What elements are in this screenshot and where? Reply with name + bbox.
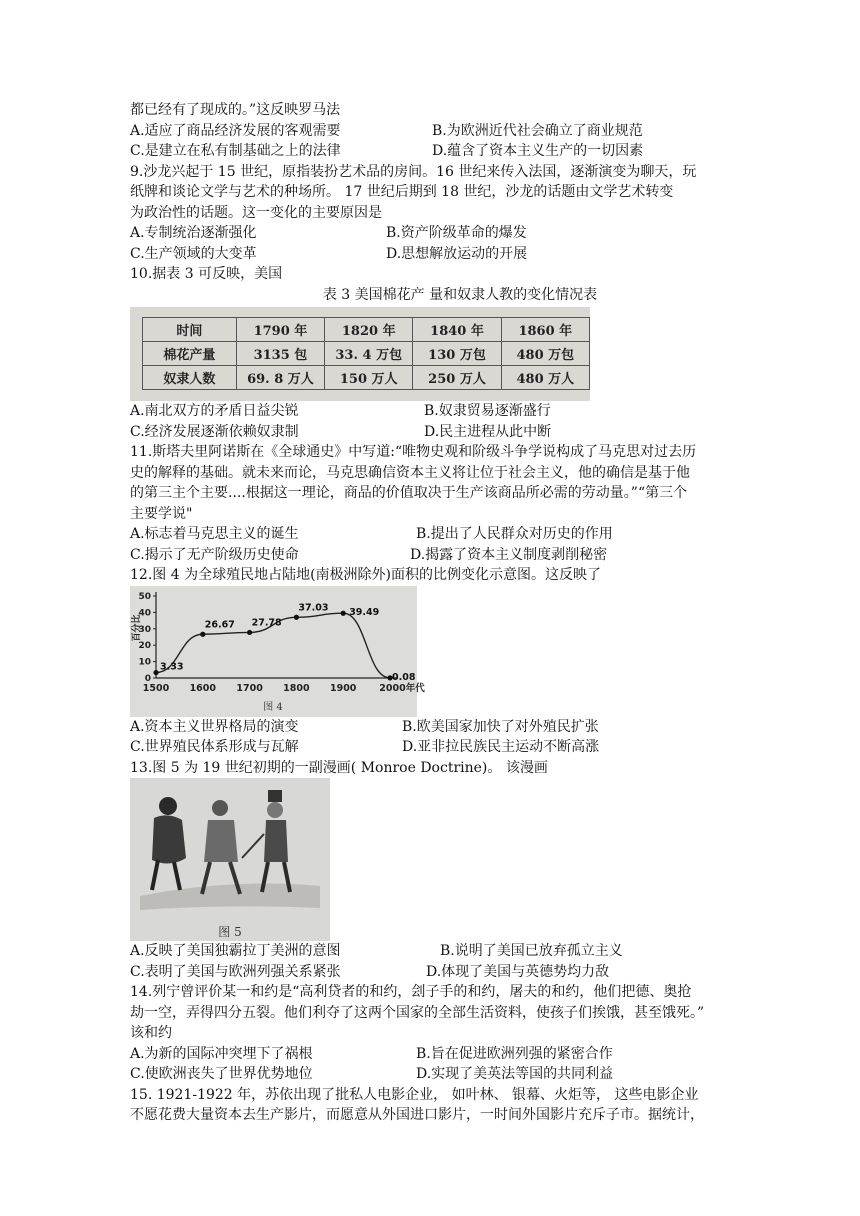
data-label: 0.08 bbox=[392, 671, 416, 683]
q15-stem-line2: 不愿花费大量资本去生产影片，而愿意从外国进口影片，一时间外国影片充斥子市。据统计， bbox=[130, 1107, 704, 1123]
q9-option-c[interactable]: C.生产领域的大变革 bbox=[130, 245, 257, 262]
q14-stem-line1: 14.列宁曾评价某一和约是“高利贷者的和约，刽子手的和约，屠夫的和约，他们把德、奥抢 bbox=[130, 984, 692, 1000]
q13-options-row1 bbox=[130, 941, 730, 962]
data-point bbox=[247, 629, 252, 634]
q9-stem-line1: 9.沙龙兴起于 15 世纪，原指装扮艺术品的房间。16 世纪来传入法国，逐渐演变为聊天，玩 bbox=[130, 163, 697, 180]
q9-option-a[interactable]: A.专制统治逐渐强化 bbox=[130, 225, 257, 241]
figure-5-caption: 图 5 bbox=[218, 925, 242, 939]
x-tick-label: 1800 bbox=[283, 682, 310, 694]
q9-stem-line2: 纸牌和谈论文学与艺术的种场所。 17 世纪后期到 18 世纪，沙龙的话题由文学艺术转变 bbox=[130, 184, 674, 200]
q10-option-d[interactable]: D.民主进程从此中断 bbox=[424, 423, 552, 440]
q14-option-d[interactable]: D.实现了美英法等国的共同利益 bbox=[416, 1066, 614, 1082]
y-tick-label: 20 bbox=[138, 640, 151, 651]
x-tick-label: 1500 bbox=[142, 682, 170, 694]
x-tick-label: 1700 bbox=[236, 682, 263, 694]
cartoon-figure-left-body bbox=[152, 815, 186, 863]
q13-option-b[interactable]: B.说明了美国已放弃孤立主义 bbox=[440, 943, 623, 959]
table-cell: 1820 年 bbox=[325, 318, 413, 342]
q10-options-row2 bbox=[130, 422, 730, 443]
cartoon-figure-center-head bbox=[212, 800, 228, 816]
q12-option-d[interactable]: D.亚非拉民族民主运动不断高涨 bbox=[402, 739, 600, 755]
table-cell: 33. 4 万包 bbox=[325, 342, 413, 366]
q10-options-row1 bbox=[130, 401, 730, 422]
q11-option-b[interactable]: B.提出了人民群众对历史的作用 bbox=[416, 526, 613, 542]
x-tick-label: 2000年代 bbox=[379, 682, 425, 694]
q13-stem: 13.图 5 为 19 世纪初期的一副漫画( Monroe Doctrine)。 该漫画 bbox=[130, 759, 548, 776]
q11-options-row2 bbox=[130, 545, 730, 566]
cartoon-top-hat bbox=[268, 790, 282, 802]
cartoon-ground bbox=[140, 884, 320, 910]
cartoon-figure-center-body bbox=[204, 820, 238, 862]
q14-stem-line2: 劫一空，弄得四分五裂。他们利夺了这两个国家的全部生活资料，使孩子们挨饿，甚至饿死。” bbox=[130, 1004, 705, 1021]
table-cell: 150 万人 bbox=[325, 366, 413, 390]
figure-4-caption: 图 4 bbox=[263, 701, 283, 713]
x-tick-label: 1900 bbox=[329, 682, 357, 694]
q8-options-row2 bbox=[130, 141, 730, 162]
data-point bbox=[200, 631, 205, 636]
y-axis-label: 百分比 bbox=[132, 613, 142, 642]
q14-option-c[interactable]: C.使欧洲丧失了世界优势地位 bbox=[130, 1066, 313, 1082]
q12-option-a[interactable]: A.资本主义世界格局的演变 bbox=[130, 718, 299, 735]
q10-stem: 10.据表 3 可反映，美国 bbox=[130, 266, 283, 282]
data-label: 26.67 bbox=[204, 618, 235, 630]
table-cell: 130 万包 bbox=[413, 342, 501, 366]
cartoon-cane bbox=[242, 834, 264, 858]
figure-4-chart bbox=[130, 586, 425, 717]
exam-page bbox=[130, 100, 730, 1126]
q15-stem-line1: 15. 1921-1922 年，苏依出现了批私人电影企业， 如叶林、 银幕、火炬等， 这些电影企业 bbox=[130, 1086, 699, 1103]
cartoon-illustration bbox=[130, 778, 330, 941]
table-3-title: 表 3 美国棉花产 量和奴隶人教的变化情况表 bbox=[322, 286, 598, 303]
data-point bbox=[294, 614, 299, 619]
figure-4-svg bbox=[130, 586, 425, 717]
table-header-row bbox=[143, 318, 590, 342]
q11-options-row1 bbox=[130, 524, 730, 545]
q8-stem: 都已经有了现成的。”这反映罗马法 bbox=[130, 102, 341, 118]
table-cell: 1790 年 bbox=[236, 318, 324, 342]
q12-stem: 12.图 4 为全球殖民地占陆地(南极洲除外)面积的比例变化示意图。这反映了 bbox=[130, 567, 601, 583]
data-point bbox=[341, 610, 346, 615]
data-point bbox=[153, 669, 158, 674]
q9-option-d[interactable]: D.思想解放运动的开展 bbox=[386, 245, 528, 262]
q11-stem-line3: 的第三主个主要....根据这一理论，商品的价值取决于生产该商品所必需的劳动量。”“第三个 bbox=[130, 485, 688, 501]
q14-option-b[interactable]: B.旨在促进欧洲列强的紧密合作 bbox=[416, 1045, 613, 1062]
table-cell: 480 万包 bbox=[501, 342, 589, 366]
q12-option-c[interactable]: C.世界殖民体系形成与瓦解 bbox=[130, 739, 299, 755]
q12-option-b[interactable]: B.欧美国家加快了对外殖民扩张 bbox=[402, 718, 599, 735]
q13-options-row2 bbox=[130, 962, 730, 983]
q11-option-c[interactable]: C.揭示了无产阶级历史使命 bbox=[130, 546, 299, 563]
cartoon-figure-right-body bbox=[264, 820, 288, 862]
table-cell: 250 万人 bbox=[413, 366, 501, 390]
q8-option-d[interactable]: D.蕴含了资本主义生产的一切因素 bbox=[432, 143, 644, 159]
q11-option-d[interactable]: D.揭露了资本主义制度剥削秘密 bbox=[410, 546, 608, 563]
table-cell: 3135 包 bbox=[236, 342, 324, 366]
q10-option-c[interactable]: C.经济发展逐渐依赖奴隶制 bbox=[130, 423, 299, 440]
q8-option-c[interactable]: C.是建立在私有制基础之上的法律 bbox=[130, 143, 341, 159]
q8-options-row1 bbox=[130, 121, 730, 142]
cotton-slave-table bbox=[142, 317, 590, 390]
cartoon-figure-right-head bbox=[267, 802, 283, 818]
q10-option-b[interactable]: B.奴隶贸易逐渐盛行 bbox=[424, 403, 551, 419]
data-label: 3.33 bbox=[160, 661, 184, 673]
q12-options-row1 bbox=[130, 717, 730, 738]
q12-options-row2 bbox=[130, 737, 730, 758]
q14-options-row1 bbox=[130, 1044, 730, 1065]
y-tick-label: 50 bbox=[138, 591, 151, 602]
q9-options-row2 bbox=[130, 244, 730, 265]
table-cell: 时间 bbox=[143, 318, 237, 342]
q11-option-a[interactable]: A.标志着马克思主义的诞生 bbox=[130, 526, 299, 542]
q11-stem-line2: 史的解释的基础。就未来而论，马克思确信资本主义将让位于社会主义，他的确信是基于他 bbox=[130, 464, 690, 481]
q8-option-b[interactable]: B.为欧洲近代社会确立了商业规范 bbox=[432, 122, 643, 139]
q14-option-a[interactable]: A.为新的国际冲突埋下了祸根 bbox=[130, 1045, 313, 1062]
data-label: 27.78 bbox=[251, 616, 282, 628]
table-row bbox=[143, 366, 590, 390]
q13-option-c[interactable]: C.表明了美国与欧洲列强关系紧张 bbox=[130, 963, 341, 980]
y-tick-label: 40 bbox=[138, 607, 151, 618]
cartoon-figure-left-head bbox=[159, 797, 177, 815]
table-cell: 棉花产量 bbox=[143, 342, 237, 366]
table-cell: 奴隶人数 bbox=[143, 366, 237, 390]
y-tick-label: 10 bbox=[138, 657, 151, 668]
table-cell: 69. 8 万人 bbox=[236, 366, 324, 390]
table-row bbox=[143, 342, 590, 366]
data-label: 39.49 bbox=[349, 606, 380, 618]
x-tick-label: 1600 bbox=[189, 682, 217, 694]
q13-option-a[interactable]: A.反映了美国独霸拉丁美洲的意图 bbox=[130, 943, 341, 959]
q11-stem-line1: 11.斯塔夫里阿诺斯在《全球通史》中写道:“唯物史观和阶级斗争学说构成了马克思对过去历 bbox=[130, 444, 697, 460]
y-tick-label: 30 bbox=[138, 624, 151, 635]
q14-stem-line3: 该和约 bbox=[130, 1025, 172, 1041]
data-label: 37.03 bbox=[298, 601, 329, 613]
table-cell: 480 万人 bbox=[501, 366, 589, 390]
q14-options-row2 bbox=[130, 1064, 730, 1085]
q9-option-b[interactable]: B.资产阶级革命的爆发 bbox=[386, 225, 527, 241]
q8-option-a[interactable]: A.适应了商品经济发展的客观需要 bbox=[130, 122, 341, 139]
y-tick-label: 0 bbox=[144, 673, 151, 684]
table-3-photo bbox=[130, 307, 590, 401]
table-cell: 1860 年 bbox=[501, 318, 589, 342]
cartoon-figure-left-legs bbox=[152, 860, 180, 890]
monroe-doctrine-cartoon bbox=[130, 778, 330, 941]
q10-option-a[interactable]: A.南北双方的矛盾日益尖锐 bbox=[130, 403, 299, 419]
q9-options-row1 bbox=[130, 223, 730, 244]
q9-stem-line3: 为政治性的话题。这一变化的主要原因是 bbox=[130, 204, 382, 221]
q11-stem-line4: 主要学说" bbox=[130, 505, 193, 522]
table-cell: 1840 年 bbox=[413, 318, 501, 342]
q13-option-d[interactable]: D.体现了美国与英德势均力敌 bbox=[426, 963, 610, 980]
